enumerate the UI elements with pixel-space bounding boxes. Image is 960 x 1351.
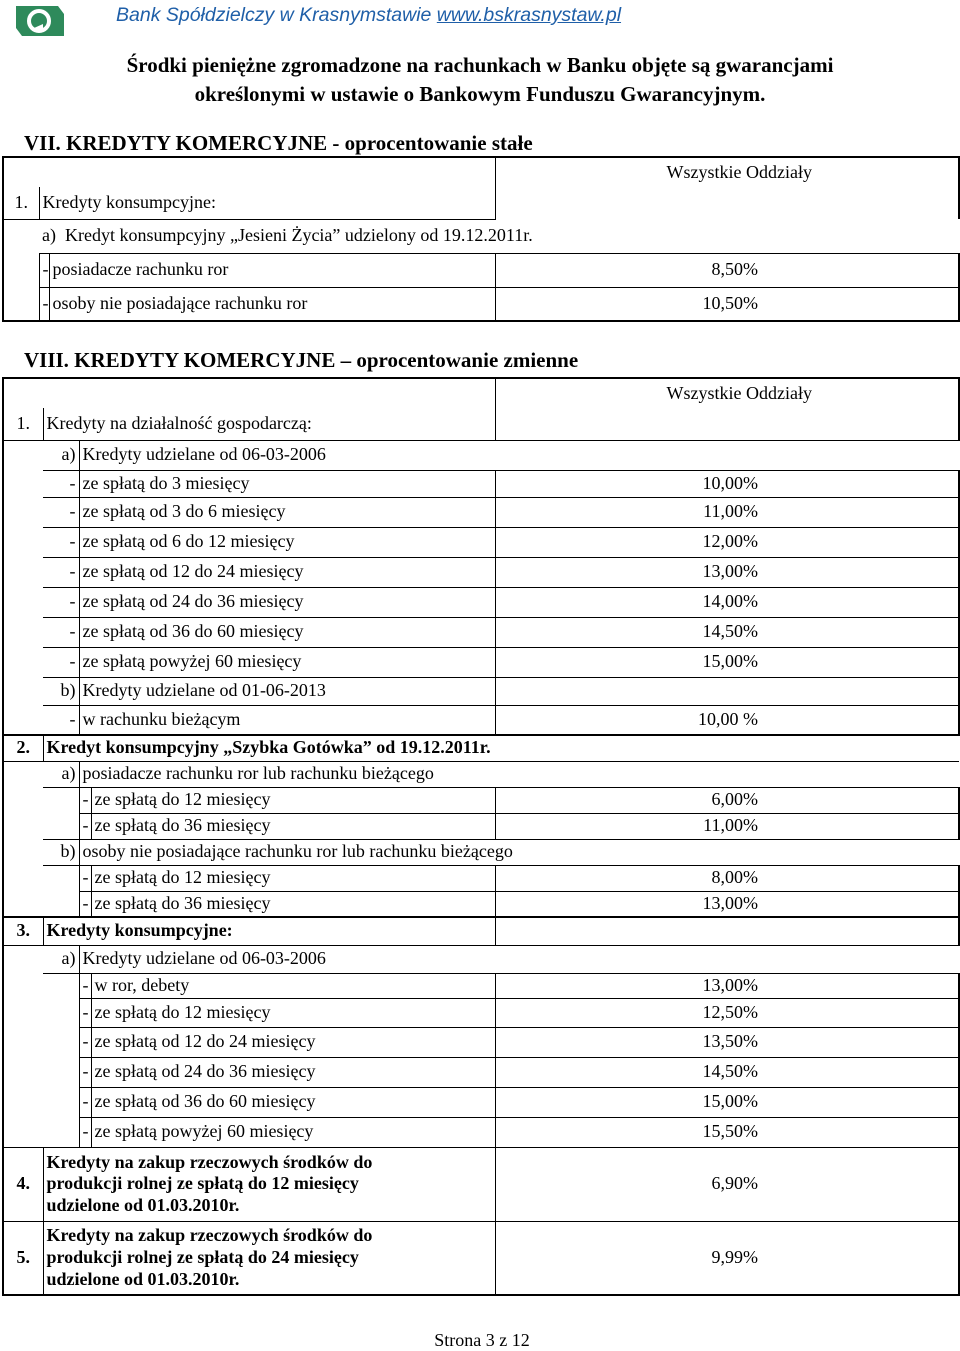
sub-item-letter: a) xyxy=(43,440,79,470)
row-dash: - xyxy=(43,705,79,735)
rate-row-label: ze spłatą powyżej 60 miesięcy xyxy=(91,1117,495,1147)
rate-value: 8,00% xyxy=(495,865,959,891)
item-number: 5. xyxy=(3,1221,43,1295)
header-text xyxy=(116,4,621,27)
row-dash: - xyxy=(43,557,79,587)
column-header: Wszystkie Oddziały xyxy=(495,378,959,408)
rate-row-label: w ror, debety xyxy=(91,973,495,998)
row-dash: - xyxy=(79,813,91,839)
row-dash: - xyxy=(79,865,91,891)
section-8-title: VIII. KREDYTY KOMERCYJNE – oprocentowanie zmienne xyxy=(24,348,579,372)
intro-line-1: Środki pieniężne zgromadzone na rachunkach w Banku objęte są gwarancjami xyxy=(126,53,834,77)
rate-row-label: ze spłatą do 12 miesięcy xyxy=(91,865,495,891)
rate-value: 15,00% xyxy=(495,647,959,677)
rate-row-label: osoby nie posiadające rachunku ror xyxy=(49,287,495,321)
rate-row-label: w rachunku bieżącym xyxy=(79,705,495,735)
section-7-table xyxy=(2,156,960,322)
bank-name: Bank Spółdzielczy w Krasnymstawie xyxy=(116,4,432,26)
row-dash: - xyxy=(43,617,79,647)
rate-row-label: ze spłatą powyżej 60 miesięcy xyxy=(79,647,495,677)
rate-row-label: ze spłatą do 36 miesięcy xyxy=(91,813,495,839)
sub-item-label: Kredyty udzielane od 06-03-2006 xyxy=(79,440,959,470)
row-dash: - xyxy=(79,973,91,998)
rate-row-label: posiadacze rachunku ror xyxy=(49,253,495,287)
rate-value: 6,90% xyxy=(495,1147,959,1221)
rate-value: 10,00 % xyxy=(495,705,959,735)
item-number: 4. xyxy=(3,1147,43,1221)
sub-item-label: osoby nie posiadające rachunku ror lub rachunku bieżącego xyxy=(79,839,959,865)
sub-item-label: posiadacze rachunku ror lub rachunku bieżącego xyxy=(79,761,959,787)
rate-row-label: ze spłatą do 36 miesięcy xyxy=(91,891,495,917)
sub-item-letter: b) xyxy=(43,839,79,865)
item-number: 1. xyxy=(3,187,39,219)
rate-value: 15,50% xyxy=(495,1117,959,1147)
item-label: Kredyty na zakup rzeczowych środków do produkcji rolnej ze spłatą do 12 miesięcy udzielone od 01.03.2010r. xyxy=(43,1147,495,1221)
rate-value: 9,99% xyxy=(495,1221,959,1295)
row-dash: - xyxy=(79,1117,91,1147)
page-number: Strona 3 z 12 xyxy=(434,1330,530,1350)
rate-row-label: ze spłatą od 36 do 60 miesięcy xyxy=(91,1087,495,1117)
rate-row-label: ze spłatą od 6 do 12 miesięcy xyxy=(79,527,495,557)
row-dash: - xyxy=(43,497,79,527)
bank-url-link[interactable]: www.bskrasnystaw.pl xyxy=(436,4,622,26)
sub-item-letter: a) xyxy=(43,945,79,973)
rate-row-label: ze spłatą do 3 miesięcy xyxy=(79,470,495,497)
intro-line-2: określonymi w ustawie o Bankowym Funduszu Gwarancyjnym. xyxy=(194,82,766,106)
rate-value: 13,50% xyxy=(495,1027,959,1057)
rate-value: 13,00% xyxy=(495,891,959,917)
item-number: 1. xyxy=(3,408,43,440)
rate-row-label: ze spłatą od 24 do 36 miesięcy xyxy=(91,1057,495,1087)
item-label: Kredyt konsumpcyjny „Szybka Gotówka” od 19.12.2011r. xyxy=(43,735,959,761)
bank-logo-icon xyxy=(12,2,66,42)
item-label: Kredyty na działalność gospodarczą: xyxy=(43,408,495,440)
row-dash: - xyxy=(79,1027,91,1057)
sub-item-label: Kredyty udzielane od 06-03-2006 xyxy=(79,945,959,973)
rate-value: 12,00% xyxy=(495,527,959,557)
sub-item-letter: b) xyxy=(43,677,79,705)
column-header: Wszystkie Oddziały xyxy=(495,157,959,187)
rate-row-label: ze spłatą od 36 do 60 miesięcy xyxy=(79,617,495,647)
rate-value: 14,50% xyxy=(495,617,959,647)
item-label: Kredyty konsumpcyjne: xyxy=(39,187,495,219)
row-dash: - xyxy=(79,787,91,813)
item-label: Kredyty konsumpcyjne: xyxy=(43,917,495,945)
sub-item-letter: a) xyxy=(43,761,79,787)
row-dash: - xyxy=(79,891,91,917)
rate-value: 12,50% xyxy=(495,998,959,1027)
item-number: 3. xyxy=(3,917,43,945)
row-dash: - xyxy=(43,470,79,497)
rate-value: 14,00% xyxy=(495,587,959,617)
rate-value: 11,00% xyxy=(495,813,959,839)
row-dash: - xyxy=(79,998,91,1027)
rate-value: 10,00% xyxy=(495,470,959,497)
row-dash: - xyxy=(39,287,49,321)
rate-row-label: ze spłatą od 24 do 36 miesięcy xyxy=(79,587,495,617)
row-dash: - xyxy=(39,253,49,287)
rate-value: 14,50% xyxy=(495,1057,959,1087)
rate-value: 6,00% xyxy=(495,787,959,813)
rate-value: 8,50% xyxy=(495,253,959,287)
item-label: Kredyty na zakup rzeczowych środków do produkcji rolnej ze spłatą do 24 miesięcy udzielone od 01.03.2010r. xyxy=(43,1221,495,1295)
row-dash: - xyxy=(43,527,79,557)
rate-value: 10,50% xyxy=(495,287,959,321)
rate-row-label: ze spłatą od 12 do 24 miesięcy xyxy=(91,1027,495,1057)
row-dash: - xyxy=(79,1057,91,1087)
rate-value: 15,00% xyxy=(495,1087,959,1117)
rate-row-label: ze spłatą od 3 do 6 miesięcy xyxy=(79,497,495,527)
section-8-table xyxy=(2,377,960,1296)
rate-value: 13,00% xyxy=(495,557,959,587)
rate-row-label: ze spłatą do 12 miesięcy xyxy=(91,998,495,1027)
row-dash: - xyxy=(43,647,79,677)
rate-value: 11,00% xyxy=(495,497,959,527)
rate-value: 13,00% xyxy=(495,973,959,998)
sub-item-label: Kredyty udzielane od 01-06-2013 xyxy=(79,677,495,705)
item-number: 2. xyxy=(3,735,43,761)
rate-row-label: ze spłatą od 12 do 24 miesięcy xyxy=(79,557,495,587)
sub-item-label: a) Kredyt konsumpcyjny „Jesieni Życia” udzielony od 19.12.2011r. xyxy=(39,219,959,253)
section-7-title: VII. KREDYTY KOMERCYJNE - oprocentowanie stałe xyxy=(24,131,533,155)
row-dash: - xyxy=(79,1087,91,1117)
rate-row-label: ze spłatą do 12 miesięcy xyxy=(91,787,495,813)
row-dash: - xyxy=(43,587,79,617)
